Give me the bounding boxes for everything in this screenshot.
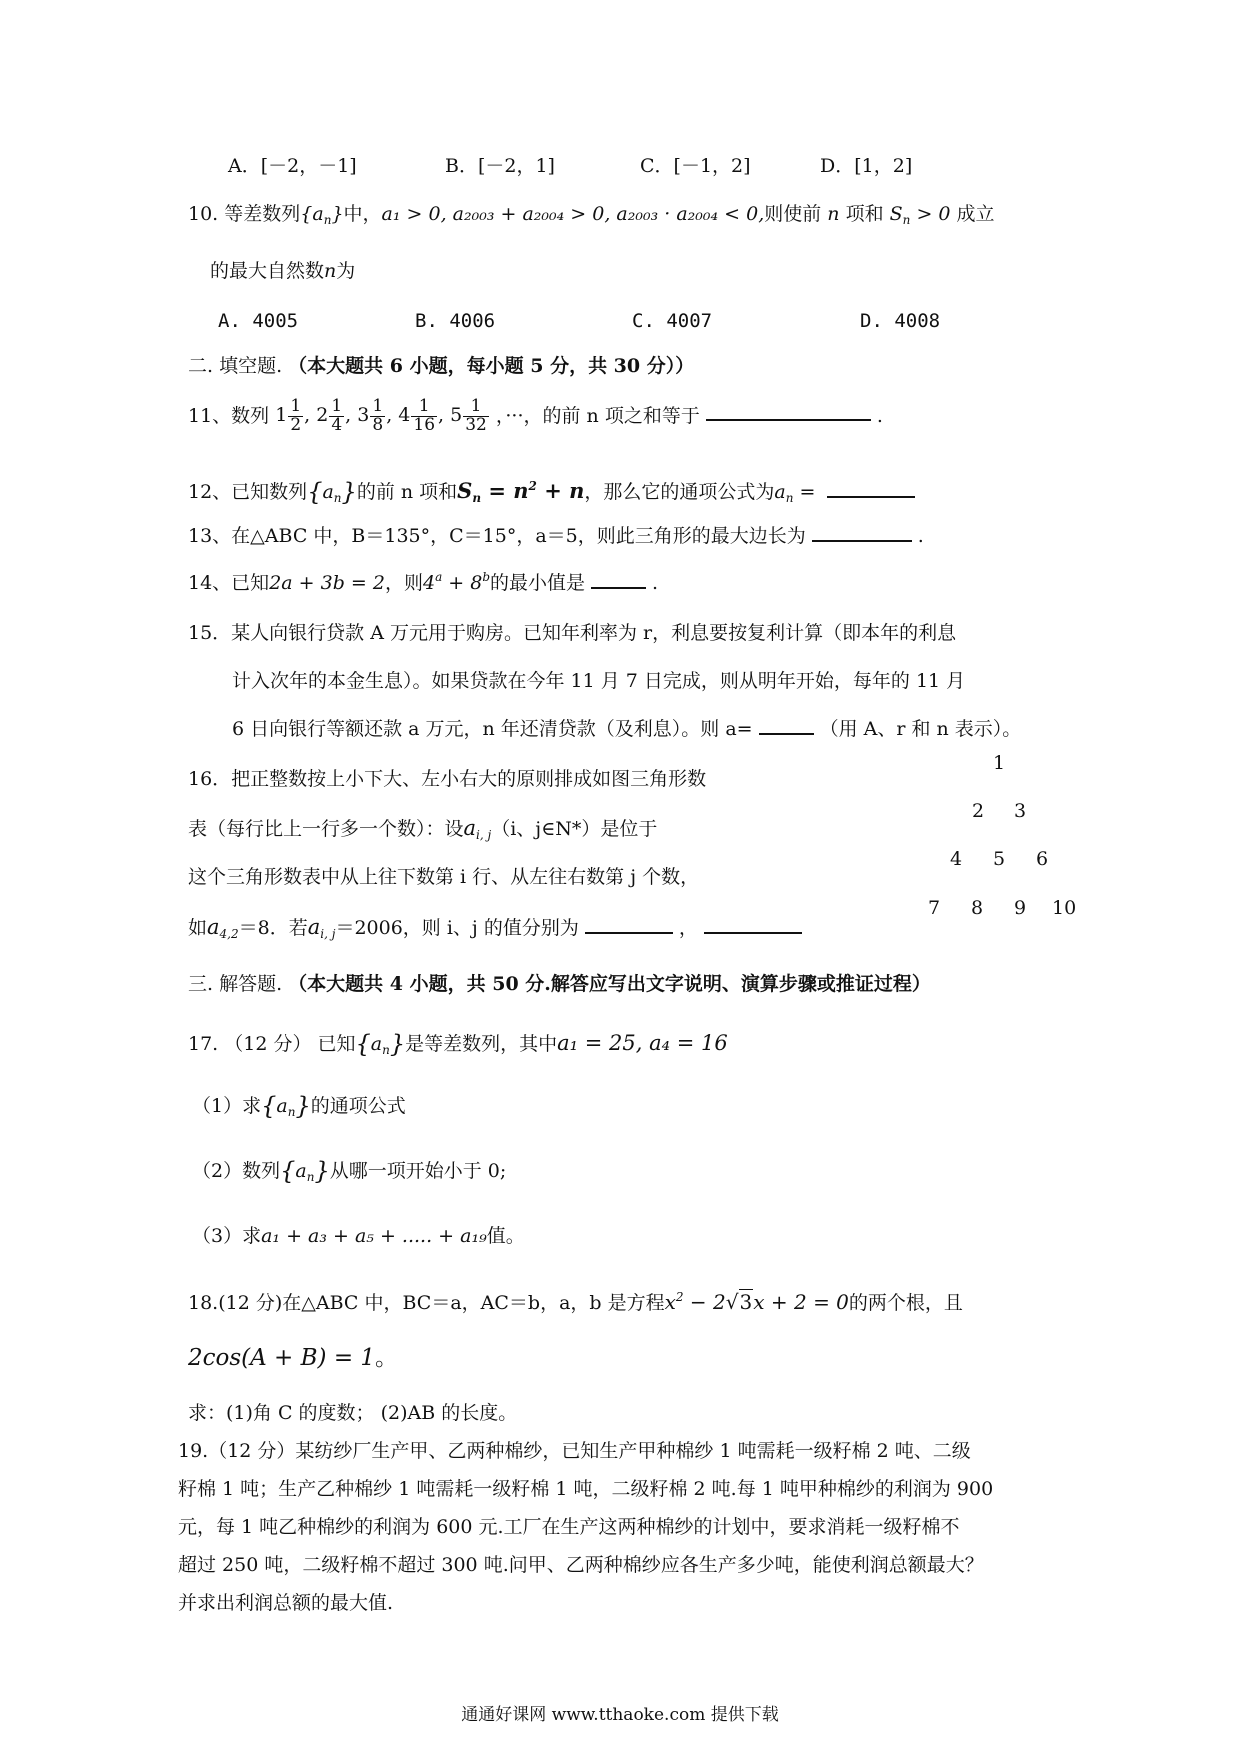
q10-condition: a₁ > 0, a₂₀₀₃ + a₂₀₀₄ > 0, a₂₀₀₃ · a₂₀₀₄ < 0, xyxy=(381,203,765,225)
question-10-line-1 xyxy=(188,203,995,227)
q18-text-a: 18.(12 分)在△ABC 中，BC＝a，AC＝b，a，b 是方程 xyxy=(188,1292,665,1314)
question-12 xyxy=(188,478,921,507)
q13-text: 13、在△ABC 中，B＝135°，C＝15°，a＝5，则此三角形的最大边长为 xyxy=(188,525,806,547)
q16-line-3: 这个三角形数表中从上往下数第 i 行、从左往右数第 j 个数， xyxy=(188,866,700,888)
q16-answer-blank-i[interactable] xyxy=(585,931,673,934)
q19-line-1: 19.（12 分）某纺纱厂生产甲、乙两种棉纱，已知生产甲种棉纱 1 吨需耗一级籽棉 2 吨、二级 xyxy=(178,1440,971,1462)
q16-line-2a: 表（每行比上一行多一个数）：设 xyxy=(188,818,464,840)
question-10-line-2 xyxy=(210,260,355,283)
section-2-heading xyxy=(188,355,694,378)
triangle-number: 8 xyxy=(971,897,984,919)
section-2-title: 二. 填空题. xyxy=(188,355,283,377)
q10-text-b: 中， xyxy=(343,203,382,225)
q11-term-1-num: 1 xyxy=(290,396,302,416)
q15-line-2: 计入次年的本金生息）。如果贷款在今年 11 月 7 日完成，则从明年开始，每年的 11 月 xyxy=(232,670,966,692)
q12-seq: $\{a_n\}$ xyxy=(307,478,357,506)
q17-seq: $\{a_n\}$ xyxy=(355,1030,406,1058)
q10-text-a: 等差数列 xyxy=(224,203,301,225)
q17-part-3a: （3）求 xyxy=(192,1225,262,1247)
q11-term-2-num: 1 xyxy=(331,396,343,416)
q15-line-3b: （用 A、r 和 n 表示）。 xyxy=(819,718,1022,740)
q11-term-2-whole: 2 xyxy=(316,404,329,427)
q11-term-1: 1 $\frac{1}{2}$ , xyxy=(275,396,311,435)
page-footer: 通通好课网 www.tthaoke.com 提供下载 xyxy=(461,1705,779,1725)
q14-answer-blank[interactable] xyxy=(591,586,646,589)
q11-term-1-den: 2 xyxy=(290,414,302,435)
question-18-line-1 xyxy=(188,1290,963,1315)
q17-part-2 xyxy=(192,1157,506,1186)
section-2-note: （本大题共 6 小题，每小题 5 分，共 30 分）） xyxy=(288,355,695,377)
q16-answer-blank-j[interactable] xyxy=(704,931,802,934)
question-13 xyxy=(188,525,924,548)
q16-line-4b: ＝8．若 xyxy=(238,917,308,939)
triangle-number: 5 xyxy=(993,848,1006,870)
q17-part-1a: （1）求 xyxy=(192,1095,262,1117)
q15-line-1: 15．某人向银行贷款 A 万元用于购房。已知年利率为 r，利息要按复利计算（即本年的利息 xyxy=(188,622,957,644)
q17-head-b: 是等差数列，其中 xyxy=(405,1033,558,1055)
q12-sn-formula: $S_n = n^2 + n$ xyxy=(457,478,585,505)
q9-option-a: A．[－2，－1] xyxy=(228,155,357,177)
section-3-note: （本大题共 4 小题，共 50 分.解答应写出文字说明、演算步骤或推证过程） xyxy=(288,973,931,995)
q19-line-4: 超过 250 吨，二级籽棉不超过 300 吨.问甲、乙两种棉纱应各生产多少吨，能使利润总额最大？ xyxy=(178,1554,984,1576)
q17-seq-2: $\{a_n\}$ xyxy=(261,1092,311,1120)
q10-n: n xyxy=(821,203,846,225)
q14-text-b: ，则 xyxy=(384,572,423,594)
q10-option-d: D. 4008 xyxy=(860,310,941,332)
q12-text-c: ，那么它的通项公式为 xyxy=(584,481,775,503)
q11-term-4: 4 $\frac{1}{16}$ , xyxy=(398,396,445,435)
q10-option-b: B. 4006 xyxy=(415,310,496,332)
section-3-heading xyxy=(188,973,931,996)
triangle-number: 2 xyxy=(972,800,985,822)
q11-term-5-whole: 5 xyxy=(450,404,463,427)
triangle-number: 1 xyxy=(993,752,1006,774)
q11-term-3: 3 $\frac{1}{8}$ , xyxy=(357,396,393,435)
q11-end: . xyxy=(876,404,883,427)
q13-answer-blank[interactable] xyxy=(812,539,912,542)
q17-part-3 xyxy=(192,1225,525,1248)
q11-answer-blank[interactable] xyxy=(706,418,871,421)
q17-seq-3: $\{a_n\}$ xyxy=(280,1157,330,1185)
q17-condition: a₁ = 25, a₄ = 16 xyxy=(557,1031,728,1055)
q11-term-4-num: 1 xyxy=(411,398,437,417)
q11-term-4-den: 16 xyxy=(413,414,436,435)
q17-part-2a: （2）数列 xyxy=(192,1160,281,1182)
q11-term-2-den: 4 xyxy=(331,414,343,435)
q15-line-3 xyxy=(232,718,1021,741)
q18-equation-2: 2cos(A + B) = 1 xyxy=(188,1345,376,1371)
q16-line-4a: 如 xyxy=(188,917,208,939)
q10-option-a: A. 4005 xyxy=(218,310,299,332)
question-17-head xyxy=(188,1030,728,1059)
q10-text-d: 项和 xyxy=(845,203,884,225)
q12-answer-blank[interactable] xyxy=(827,495,915,498)
q18-text-b: 的两个根，且 xyxy=(848,1292,963,1314)
q14-expression: $4^a + 8^b$ xyxy=(422,570,490,594)
q15-line-3a: 6 日向银行等额还款 a 万元，n 年还清贷款（及利息）。则 a= xyxy=(232,718,753,740)
q11-term-3-num: 1 xyxy=(372,396,384,416)
q16-a42: $a_{4,2}$ xyxy=(207,915,239,941)
q18-ask: 求：(1)角 C 的度数； (2)AB 的长度。 xyxy=(188,1402,518,1424)
q14-text-c: 的最小值是 xyxy=(490,572,586,594)
q18-equation: $x^2 - 2√3x + 2 = 0$ xyxy=(664,1290,849,1314)
section-3-title: 三. 解答题. xyxy=(188,973,283,995)
q17-part-3-expr: a₁ + a₃ + a₅ + ..... + a₁₉ xyxy=(261,1225,487,1247)
q16-line-4c: ＝2006，则 i、j 的值分别为 xyxy=(335,917,579,939)
q16-line-1: 16．把正整数按上小下大、左小右大的原则排成如图三角形数 xyxy=(188,768,707,790)
q11-number: 11、数列 xyxy=(188,404,270,427)
q11-term-1-whole: 1 xyxy=(275,404,288,427)
triangle-number: 6 xyxy=(1036,848,1049,870)
triangle-number: 4 xyxy=(950,848,963,870)
q19-line-3: 元，每 1 吨乙种棉纱的利润为 600 元.工厂在生产这两种棉纱的计划中，要求消耗一级籽棉不 xyxy=(178,1516,960,1538)
q14-end: . xyxy=(652,572,659,594)
q9-option-c: C．[－1，2] xyxy=(640,155,751,177)
q19-line-2: 籽棉 1 吨；生产乙种棉纱 1 吨需耗一级籽棉 1 吨，二级籽棉 2 吨.每 1 吨甲种棉纱的利润为 900 xyxy=(178,1478,994,1500)
q16-line-4d: ， xyxy=(678,917,698,939)
q17-part-1b: 的通项公式 xyxy=(310,1095,406,1117)
q10-text-c: 则使前 xyxy=(764,203,822,225)
q16-line-4 xyxy=(188,915,808,941)
q11-term-4-whole: 4 xyxy=(398,404,411,427)
q11-term-5 xyxy=(450,396,490,435)
q17-part-2b: 从哪一项开始小于 0; xyxy=(329,1160,507,1182)
q17-head: 17. （12 分） 已知 xyxy=(188,1033,356,1055)
q11-term-5-den: 32 xyxy=(465,414,487,435)
q13-end: . xyxy=(917,525,924,547)
q16-aij: $a_{i, j}$ xyxy=(463,816,492,842)
q11-tail: ，···，的前 n 项之和等于 xyxy=(495,404,700,427)
q11-term-5-num: 1 xyxy=(463,398,489,417)
q10-line2: 的最大自然数 xyxy=(210,260,325,282)
q16-line-2b: （i、j∈N*）是位于 xyxy=(491,818,658,840)
q12-text-a: 12、已知数列 xyxy=(188,481,308,503)
q10-sn: $S_n > 0$ xyxy=(883,203,957,227)
q11-term-3-den: 8 xyxy=(372,414,384,435)
q17-part-1 xyxy=(192,1092,406,1121)
q10-n-2: n xyxy=(324,260,337,282)
q11-term-3-whole: 3 xyxy=(357,404,370,427)
q14-text-a: 14、已知 xyxy=(188,572,270,594)
q10-number: 10. xyxy=(188,203,219,225)
triangle-number: 3 xyxy=(1014,800,1027,822)
q10-seq: $\{a_n\}$ xyxy=(300,203,344,227)
q12-text-b: 的前 n 项和 xyxy=(356,481,458,503)
question-14 xyxy=(188,570,658,595)
q9-option-d: D．[1，2] xyxy=(820,155,913,177)
triangle-number: 10 xyxy=(1052,897,1077,919)
triangle-number: 9 xyxy=(1014,897,1027,919)
question-11 xyxy=(188,398,883,435)
q10-option-c: C. 4007 xyxy=(632,310,713,332)
q16-line-2 xyxy=(188,816,657,842)
q10-text-e: 成立 xyxy=(956,203,995,225)
q18-eq2-end: 。 xyxy=(375,1345,399,1371)
q12-an: $a_n$ = xyxy=(774,481,822,505)
q15-answer-blank[interactable] xyxy=(759,732,814,735)
triangle-number: 7 xyxy=(928,897,941,919)
q19-line-5: 并求出利润总额的最大值. xyxy=(178,1592,394,1614)
q16-aij-2: $a_{i, j}$ xyxy=(307,915,336,941)
q17-part-3b: 值。 xyxy=(486,1225,525,1247)
q9-option-b: B．[－2，1] xyxy=(445,155,555,177)
question-18-line-2 xyxy=(188,1345,398,1373)
q14-equation: 2a + 3b = 2 xyxy=(269,572,385,594)
q11-term-2: 2 $\frac{1}{4}$ , xyxy=(316,396,352,435)
q10-line2-end: 为 xyxy=(336,260,356,282)
